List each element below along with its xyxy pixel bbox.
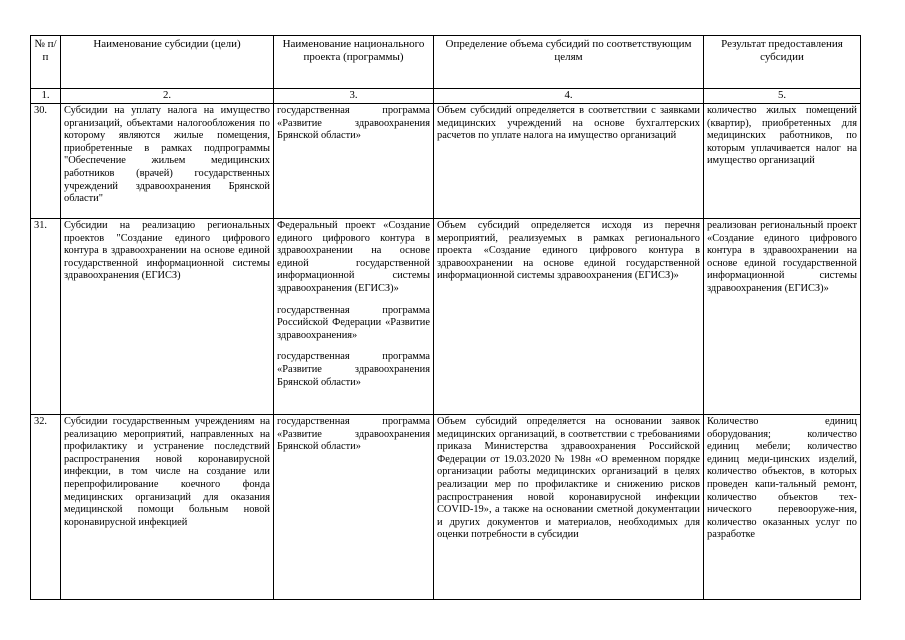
national-project	[274, 104, 434, 219]
table-row	[31, 104, 861, 219]
subsidy-name: Субсидии государственным учреждениям на реализацию мероприятий, направленных на профилактику и устранение последствий распространения новой коронавирусной инфекции, в том числе на создание или перепрофилирование коечного фонда медицинских организаций для оказания медицинской помощи больным новой коронавирусной инфекцией	[61, 415, 274, 600]
column-index: 3.	[274, 89, 434, 104]
subsidy-result: количество жилых помещений (квартир), приобретенных для медицинских работников, по которым уплачивается налог на имущество организаций	[704, 104, 861, 219]
column-index: 2.	[61, 89, 274, 104]
volume-definition: Объем субсидий определяется на основании заявок медицинских организаций, в соответствии с требованиями приказа Министерства здравоохранения Российской Федерации от 19.03.2020 № 198н «О временном порядке организации работы медицинских организаций в целях реализации мер по профилактике и снижению рисков распространения новой коронавирусной инфекции COVID-19», а также на основании сметной документации и других документов и материалов, необходимых для оценки потребности в субсидии	[434, 415, 704, 600]
row-number: 32.	[31, 415, 61, 600]
subsidy-result: реализован региональный проект «Создание единого цифрового контура в здравоохранении на основе единой государственной информационной системы здравоохранения (ЕГИСЗ)»	[704, 219, 861, 415]
national-project	[274, 415, 434, 600]
row-number: 30.	[31, 104, 61, 219]
volume-definition: Объем субсидий определяется исходя из перечня мероприятий, реализуемых в рамках регионального проекта «Создание единого цифрового контура в здравоохранении на основе единой государственной информационной системы здравоохранения (ЕГИСЗ)»	[434, 219, 704, 415]
column-index: 5.	[704, 89, 861, 104]
project-entry: государственная программа «Развитие здравоохранения Брянской области»	[277, 416, 430, 453]
column-index: 4.	[434, 89, 704, 104]
project-entry: Федеральный проект «Создание единого цифрового контура в здравоохранении на основе единой государственной информационной системы здравоохранения (ЕГИСЗ)»	[277, 220, 430, 294]
table-row	[31, 219, 861, 415]
project-entry: государственная программа «Развитие здравоохранения Брянской области»	[277, 351, 430, 388]
row-number: 31.	[31, 219, 61, 415]
subsidy-result: Количество единиц оборудования; количество единиц мебели; количество единиц меди-цинских изделий, количество объектов, в которых проведен капи-тальный ремонт, количество объектов тех-нического перевооруже-ния, количество оказанных услуг по разработке	[704, 415, 861, 600]
project-entry: государственная программа Российской Федерации «Развитие здравоохранения»	[277, 304, 430, 341]
column-index: 1.	[31, 89, 61, 104]
header-result: Результат предоставления субсидии	[704, 36, 861, 89]
table-row	[31, 415, 861, 600]
subsidy-name: Субсидии на уплату налога на имущество организаций, объектами налогообложения по которому являются жилые помещения, приобретенные в рамках подпрограммы "Обеспечение жильем медицинских работников (врачей) государственных учреждений здравоохранения Брянской области"	[61, 104, 274, 219]
subsidy-name: Субсидии на реализацию региональных проектов "Создание единого цифрового контура в здравоохранении на основе единой государственной информационной системы здравоохранения (ЕГИСЗ)	[61, 219, 274, 415]
project-entry: государственная программа «Развитие здравоохранения Брянской области»	[277, 105, 430, 142]
subsidies-table	[30, 35, 861, 600]
header-number: № п/п	[31, 36, 61, 89]
header-subsidy-name: Наименование субсидии (цели)	[61, 36, 274, 89]
header-national-project: Наименование национального проекта (программы)	[274, 36, 434, 89]
header-volume-definition: Определение объема субсидий по соответствующим целям	[434, 36, 704, 89]
column-index-row	[31, 89, 861, 104]
national-project	[274, 219, 434, 415]
table-header-row	[31, 36, 861, 89]
volume-definition: Объем субсидий определяется в соответствии с заявками медицинских учреждений на основе бухгалтерских расчетов по уплате налога на имущество организаций	[434, 104, 704, 219]
